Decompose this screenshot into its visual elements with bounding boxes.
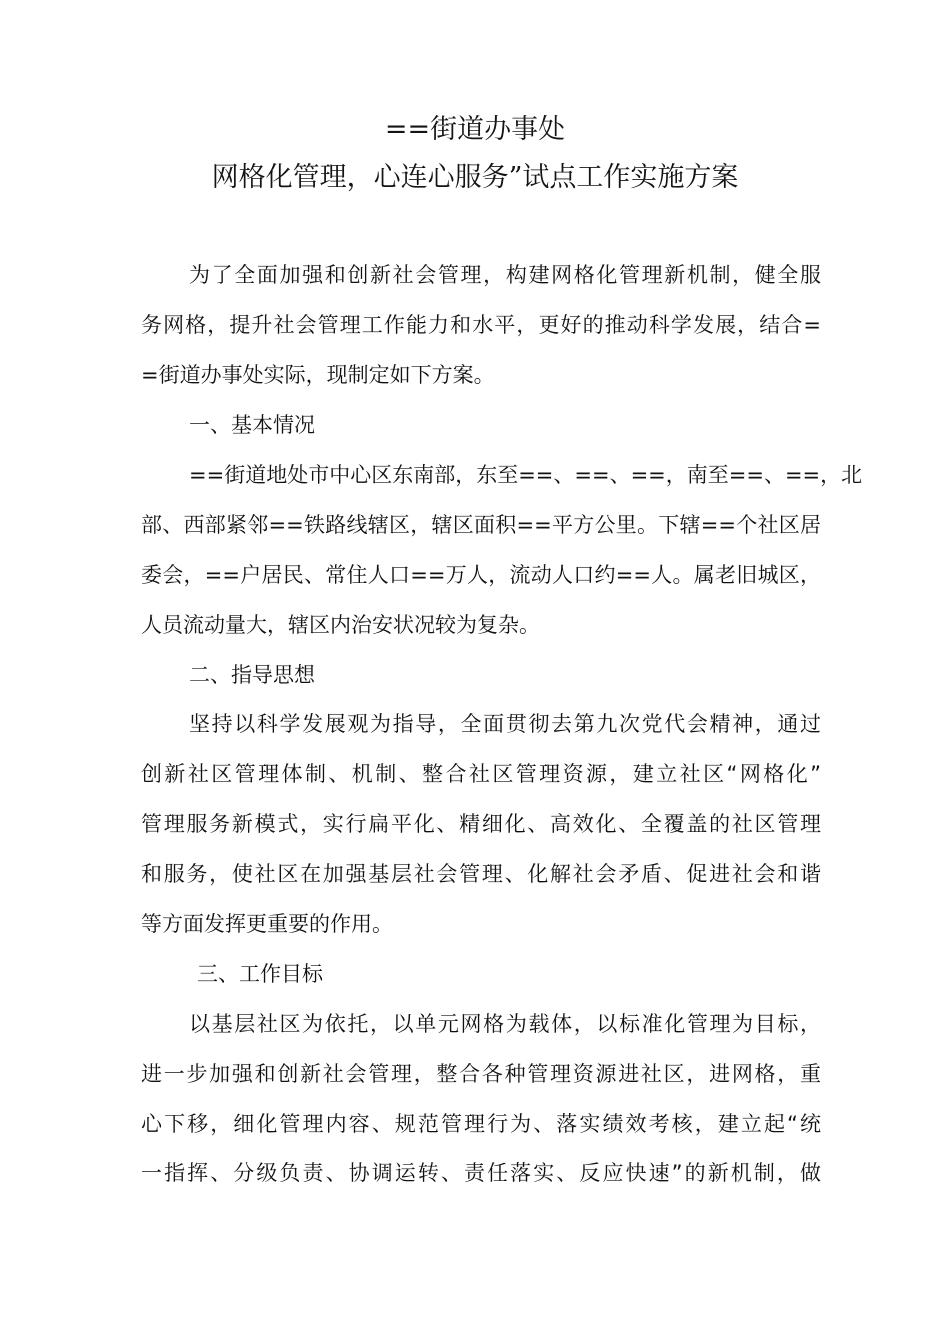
paragraph-line: 委会，==户居民、常住人口==万人，流动人口约==人。属老旧城区，	[141, 563, 821, 587]
paragraph-line: 心下移，细化管理内容、规范管理行为、落实绩效考核，建立起“统	[141, 1112, 821, 1136]
section-heading-work-goals: 三、工作目标	[197, 962, 323, 986]
section-heading-guiding-ideology: 二、指导思想	[189, 663, 315, 687]
paragraph-line: 等方面发挥更重要的作用。	[141, 912, 393, 936]
paragraph-line: 坚持以科学发展观为指导，全面贯彻去第九次党代会精神，通过	[189, 712, 821, 736]
document-title-line-2: 网格化管理，心连心服务”试点工作实施方案	[211, 162, 739, 193]
paragraph-line: ==街道地处市中心区东南部，东至==、==、==，南至==、==，北	[189, 463, 863, 487]
document-title-line-1: ==街道办事处	[384, 114, 566, 145]
paragraph-line: =街道办事处实际，现制定如下方案。	[141, 363, 495, 387]
paragraph-line: 创新社区管理体制、机制、整合社区管理资源，建立社区“网格化”	[141, 762, 821, 786]
paragraph-line: 为了全面加强和创新社会管理，构建网格化管理新机制，健全服	[189, 263, 821, 287]
paragraph-line: 务网格，提升社会管理工作能力和水平，更好的推动科学发展，结合=	[141, 313, 821, 337]
paragraph-line: 管理服务新模式，实行扁平化、精细化、高效化、全覆盖的社区管理	[141, 812, 821, 836]
paragraph-line: 以基层社区为依托，以单元网格为载体，以标准化管理为目标，	[189, 1012, 821, 1036]
section-heading-basic-situation: 一、基本情况	[189, 413, 315, 437]
paragraph-line: 进一步加强和创新社会管理，整合各种管理资源进社区，进网格，重	[141, 1062, 821, 1086]
paragraph-line: 部、西部紧邻==铁路线辖区，辖区面积==平方公里。下辖==个社区居	[141, 513, 821, 537]
paragraph-line: 人员流动量大，辖区内治安状况较为复杂。	[141, 613, 540, 637]
paragraph-line: 一指挥、分级负责、协调运转、责任落实、反应快速”的新机制，做	[141, 1161, 821, 1185]
paragraph-line: 和服务，使社区在加强基层社会管理、化解社会矛盾、促进社会和谐	[141, 862, 821, 886]
